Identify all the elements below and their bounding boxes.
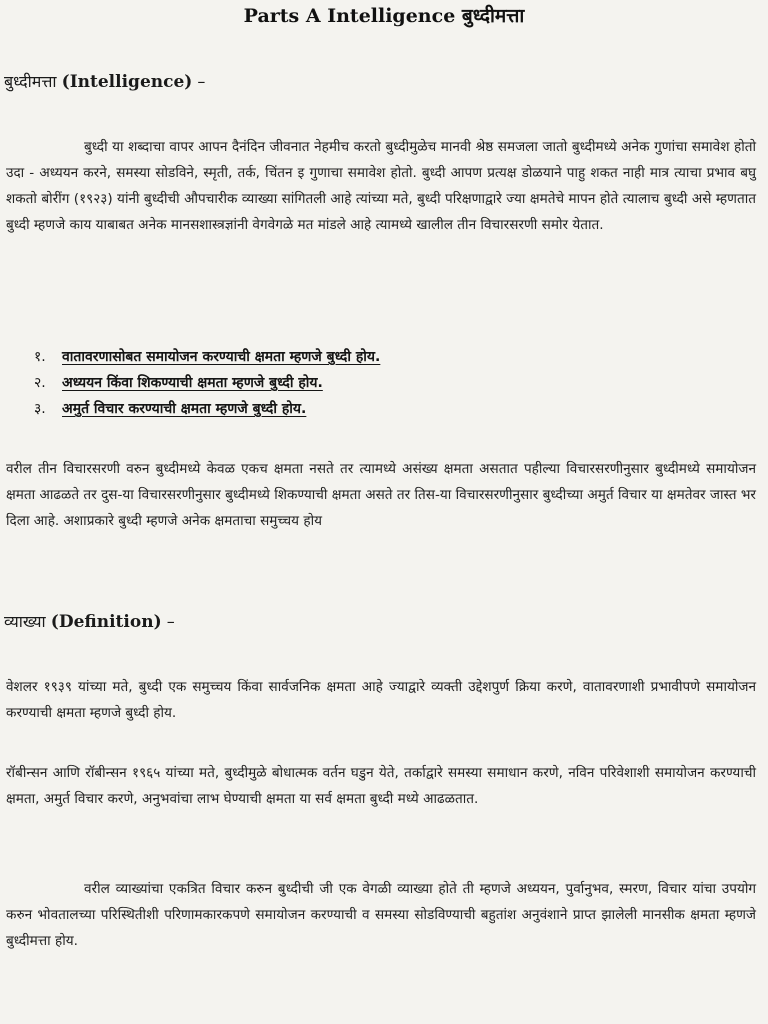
list-text: वातावरणासोबत समायोजन करण्याची क्षमता म्हणजे बुध्दी होय. — [62, 349, 381, 365]
summary-paragraph: वरील तीन विचारसरणी वरुन बुध्दीमध्ये केवळ एकच क्षमता नसते तर त्यामध्ये असंख्य क्षमता असतात पहील्या विचारसरणीनुसार बुध्दीमध्ये समायोजन क्षमता आढळते तर दुस-या विचारसरणीनुसार बुध्दीमध्ये शिकण्याची क्षमता असते तर तिस-या विचारसरणीनुसार बुध्दीच्या अमुर्त विचार या क्षमतेवर जास्त भर दिला आहे. अशाप्रकारे बुध्दी म्हणजे अनेक क्षमताचा समुच्चय होय — [6, 461, 756, 529]
heading-english: (Intelligence) — [61, 72, 193, 92]
list-number: १. — [34, 349, 46, 365]
definition-robinson: रॉबीन्सन आणि रॉबीन्सन १९६५ यांच्या मते, बुध्दीमुळे बोधात्मक वर्तन घडुन येते, तर्काद्वारे समस्या समाधान करणे, नविन परिवेशाशी समायोजन करण्याची क्षमता, अमुर्त विचार करणे, अनुभवांचा लाभ घेण्याची क्षमता या सर्व क्षमता बुध्दी मध्ये आढळतात. — [6, 765, 756, 807]
list-item — [34, 370, 380, 396]
intelligence-heading — [4, 70, 205, 92]
list-number: २. — [34, 375, 46, 391]
heading-english: (Definition) — [50, 612, 162, 632]
definition-heading — [4, 610, 175, 632]
heading-marathi: बुध्दीमत्ता — [4, 72, 57, 91]
page-title: Parts A Intelligence बुध्दीमत्ता — [243, 5, 525, 27]
conclusion-paragraph: वरील व्याख्यांचा एकत्रित विचार करुन बुध्दीची जी एक वेगळी व्याख्या होते ती म्हणजे अध्ययन, पुर्वानुभव, स्मरण, विचार यांचा उपयोग करुन भोवतालच्या परिस्थितीशी परिणामकारकपणे समायोजन करण्याची व समस्या सोडविण्याची बहुतांश अनुवंशाने प्राप्त झालेली मानसीक क्षमता म्हणजे बुध्दीमत्ता होय. — [6, 881, 756, 949]
definition-wechsler: वेशलर १९३९ यांच्या मते, बुध्दी एक समुच्चय किंवा सार्वजनिक क्षमता आहे ज्याद्वारे व्यक्ती उद्देशपुर्ण क्रिया करणे, वातावरणाशी प्रभावीपणे समायोजन करण्याची क्षमता म्हणजे बुध्दी होय. — [6, 679, 756, 721]
heading-dash: – — [166, 612, 175, 631]
heading-dash: – — [197, 72, 206, 91]
list-number: ३. — [34, 401, 46, 417]
list-text: अमुर्त विचार करण्याची क्षमता म्हणजे बुध्दी होय. — [62, 401, 307, 417]
list-text: अध्ययन किंवा शिकण्याची क्षमता म्हणजे बुध्दी होय. — [62, 375, 323, 391]
heading-marathi: व्याख्या — [4, 612, 46, 631]
viewpoints-list — [34, 344, 380, 422]
list-item — [34, 396, 380, 422]
list-item — [34, 344, 380, 370]
intro-paragraph: बुध्दी या शब्दाचा वापर आपन दैनंदिन जीवनात नेहमीच करतो बुध्दीमुळेच मानवी श्रेष्ठ समजला जातो बुध्दीमध्ये अनेक गुणांचा समावेश होतो उदा - अध्ययन करने, समस्या सोडविने, स्मृती, तर्क, चिंतन इ गुणाचा समावेश होतो. बुध्दी आपण प्रत्यक्ष डोळयाने पाहु शकत नाही मात्र त्याचा प्रभाव बघु शकतो बोरींग (१९२३) यांनी बुध्दीची औपचारीक व्याख्या सांगितली आहे त्यांच्या मते, बुध्दी परिक्षणाद्वारे ज्या क्षमतेचे मापन होते त्यालाच बुध्दी असे म्हणतात बुध्दी म्हणजे काय याबाबत अनेक मानसशास्त्रज्ञांनी वेगवेगळे मत मांडले आहे त्यामध्ये खालील तीन विचारसरणी समोर येतात. — [6, 139, 756, 233]
